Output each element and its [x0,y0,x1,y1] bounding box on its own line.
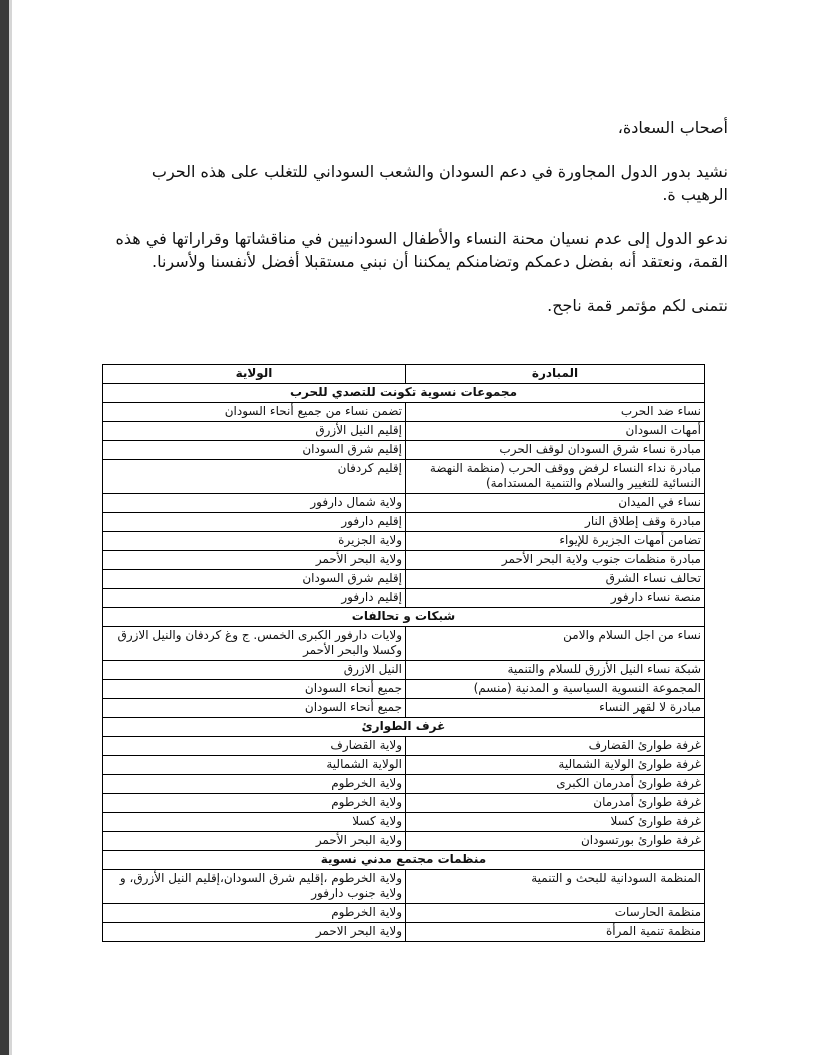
table-row [103,441,705,460]
table-row [103,422,705,441]
section-row [103,384,705,403]
table-header-row [103,365,705,384]
initiative-cell: نساء في الميدان [406,494,705,513]
table-row [103,832,705,851]
initiative-cell: غرفة طوارئ القضارف [406,737,705,756]
letter-body [104,116,728,317]
initiative-cell: غرفة طوارئ أمدرمان الكبرى [406,775,705,794]
state-cell: ولاية الخرطوم [103,794,406,813]
state-cell: جميع أنحاء السودان [103,699,406,718]
table-row [103,756,705,775]
table-row [103,794,705,813]
paragraph-1: نشيد بدور الدول المجاورة في دعم السودان والشعب السوداني للتغلب على هذه الحرب الرهيب ة. [151,162,728,204]
initiative-cell: مبادرة وقف إطلاق النار [406,513,705,532]
state-cell: ولاية الخرطوم [103,775,406,794]
table-row [103,570,705,589]
state-cell: ولاية القضارف [103,737,406,756]
initiative-cell: المجموعة النسوية السياسية و المدنية (منسم) [406,680,705,699]
table-row [103,904,705,923]
table-row [103,661,705,680]
initiative-cell: أمهات السودان [406,422,705,441]
state-cell: ولاية كسلا [103,813,406,832]
state-cell: ولايات دارفور الكبرى الخمس. ج وغ كردفان والنيل الازرق وكسلا والبحر الأحمر [103,627,406,661]
table-row [103,680,705,699]
initiative-cell: نساء ضد الحرب [406,403,705,422]
table-row [103,532,705,551]
section-row [103,851,705,870]
table-row [103,923,705,942]
initiative-cell: تحالف نساء الشرق [406,570,705,589]
paragraph-2: ندعو الدول إلى عدم نسيان محنة النساء والأطفال السودانيين في مناقشاتها وقراراتها في هذه القمة، ونعتقد أنه بفضل دعمكم وتضامنكم يمكننا أن نبني مستقبلا أفضل لأنفسنا ولأسرنا. [115,229,728,271]
section-title: شبكات و تحالفات [103,608,705,627]
initiative-cell: غرفة طوارئ بورتسودان [406,832,705,851]
header-state: الولاية [103,365,406,384]
table-row [103,589,705,608]
initiative-cell: غرفة طوارئ الولاية الشمالية [406,756,705,775]
state-cell: ولاية البحر الأحمر [103,551,406,570]
header-initiative: المبادرة [406,365,705,384]
section-row [103,718,705,737]
page-edge [0,0,9,1055]
section-title: مجموعات نسوية تكونت للتصدي للحرب [103,384,705,403]
table-row [103,775,705,794]
table-row [103,513,705,532]
state-cell: إقليم النيل الأزرق [103,422,406,441]
initiative-cell: غرفة طوارئ كسلا [406,813,705,832]
state-cell: إقليم كردفان [103,460,406,494]
initiative-cell: شبكة نساء النيل الأزرق للسلام والتنمية [406,661,705,680]
state-cell: إقليم دارفور [103,589,406,608]
table-row [103,551,705,570]
state-cell: ولاية الخرطوم [103,904,406,923]
table-row [103,460,705,494]
initiative-cell: مبادرة نساء شرق السودان لوقف الحرب [406,441,705,460]
state-cell: تضمن نساء من جميع أنحاء السودان [103,403,406,422]
table-row [103,403,705,422]
table-row [103,627,705,661]
state-cell: إقليم دارفور [103,513,406,532]
initiative-cell: نساء من اجل السلام والامن [406,627,705,661]
initiatives-table [102,364,705,942]
state-cell: ولاية شمال دارفور [103,494,406,513]
initiative-cell: مبادرة منظمات جنوب ولاية البحر الأحمر [406,551,705,570]
state-cell: إقليم شرق السودان [103,570,406,589]
section-row [103,608,705,627]
table-row [103,870,705,904]
state-cell: الولاية الشمالية [103,756,406,775]
state-cell: ولاية البحر الاحمر [103,923,406,942]
state-cell: النيل الازرق [103,661,406,680]
section-title: منظمات مجتمع مدني نسوية [103,851,705,870]
initiative-cell: منظمة تنمية المرأة [406,923,705,942]
table-row [103,737,705,756]
state-cell: ولاية الجزيرة [103,532,406,551]
table-row [103,494,705,513]
table-row [103,813,705,832]
closing: نتمنى لكم مؤتمر قمة ناجح. [547,296,728,315]
initiative-cell: منظمة الحارسات [406,904,705,923]
state-cell: إقليم شرق السودان [103,441,406,460]
state-cell: ولاية البحر الأحمر [103,832,406,851]
initiative-cell: غرفة طوارئ أمدرمان [406,794,705,813]
initiative-cell: مبادرة لا لقهر النساء [406,699,705,718]
initiative-cell: مبادرة نداء النساء لرفض ووقف الحرب (منظمة النهضة النسائية للتغيير والسلام والتنمية المستدامة) [406,460,705,494]
page-shadow [9,0,12,1055]
state-cell: جميع أنحاء السودان [103,680,406,699]
greeting: أصحاب السعادة، [617,118,728,137]
initiative-cell: تضامن أمهات الجزيرة للإيواء [406,532,705,551]
state-cell: ولاية الخرطوم ،إقليم شرق السودان،إقليم النيل الأزرق، و ولاية جنوب دارفور [103,870,406,904]
initiative-cell: منصة نساء دارفور [406,589,705,608]
initiative-cell: المنظمة السودانية للبحث و التنمية [406,870,705,904]
section-title: غرف الطوارئ [103,718,705,737]
table-row [103,699,705,718]
